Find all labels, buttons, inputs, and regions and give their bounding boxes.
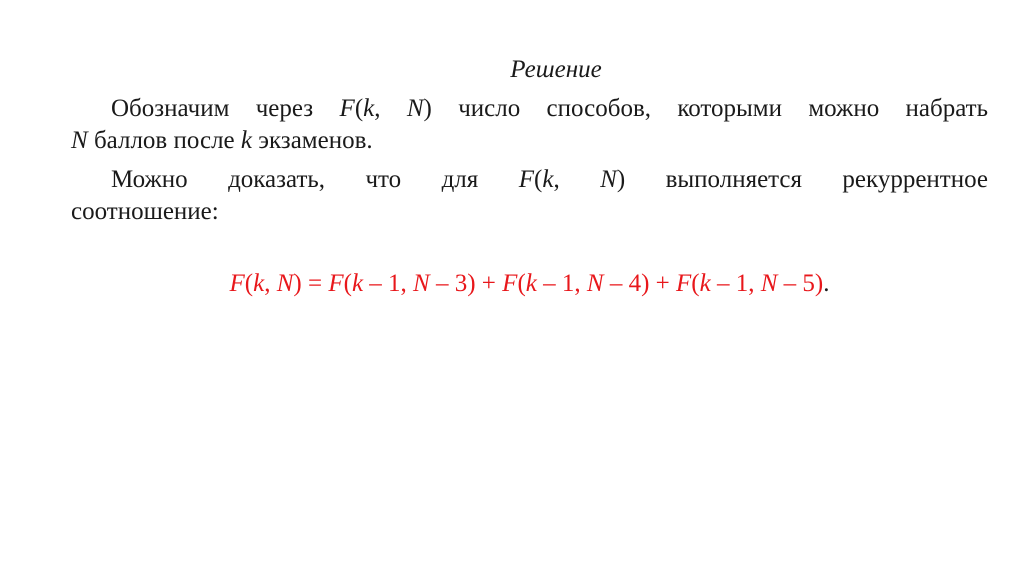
formula-fragment: ( — [343, 270, 352, 297]
variable-n: N — [71, 127, 88, 154]
formula-fragment: ( — [244, 270, 254, 297]
formula-fragment: – 1, — [363, 270, 414, 297]
text-fragment: , — [553, 166, 601, 193]
formula-fragment: – 4) + — [603, 270, 677, 297]
variable-n: N — [600, 166, 617, 193]
text-fragment: Можно доказать, что для — [111, 166, 519, 193]
formula-fragment: – 3) + — [429, 270, 503, 297]
variable-n: N — [760, 270, 778, 297]
formula-fragment: , — [264, 270, 277, 297]
paragraph-definition-line-1 — [71, 93, 988, 125]
recurrence-formula — [0, 268, 1024, 300]
solution-heading: Решение — [510, 56, 602, 83]
function-symbol: F — [339, 95, 355, 122]
text-fragment: Обозначим через — [111, 95, 340, 122]
function-symbol: F — [328, 270, 344, 297]
formula-fragment: – 1, — [710, 270, 761, 297]
paragraph-definition-line-2 — [71, 125, 988, 157]
variable-n: N — [586, 270, 604, 297]
variable-n: N — [413, 270, 430, 297]
text-fragment: ) число способов, которыми можно набрать — [423, 95, 989, 122]
text-fragment: экзаменов. — [252, 127, 373, 154]
text-fragment: ) выполняется рекуррентное — [616, 166, 988, 193]
formula-fragment: ) = — [293, 270, 329, 297]
text-fragment: ( — [534, 166, 543, 193]
formula-fragment: – 1, — [536, 270, 587, 297]
formula-fragment: ( — [691, 270, 700, 297]
variable-k: k — [363, 95, 375, 122]
variable-n: N — [276, 270, 294, 297]
paragraph-recurrence-intro — [71, 164, 988, 228]
variable-k: k — [253, 270, 265, 297]
text-fragment: ( — [354, 95, 364, 122]
paragraph-recurrence-line-1 — [71, 164, 988, 196]
paragraph-definition — [71, 93, 988, 157]
function-symbol: F — [676, 270, 692, 297]
formula-fragment: – 5) — [777, 270, 824, 297]
variable-n: N — [406, 95, 424, 122]
text-fragment: , — [374, 95, 407, 122]
paragraph-recurrence-line-2: соотношение: — [71, 198, 219, 225]
variable-k: k — [351, 270, 364, 297]
function-symbol: F — [229, 270, 245, 297]
formula-period: . — [823, 270, 830, 297]
function-symbol: F — [518, 166, 534, 193]
variable-k: k — [542, 166, 554, 193]
text-fragment: баллов после — [87, 127, 241, 154]
variable-k: k — [240, 127, 253, 154]
formula-fragment: ( — [517, 270, 526, 297]
variable-k: k — [699, 270, 711, 297]
function-symbol: F — [502, 270, 518, 297]
variable-k: k — [525, 270, 537, 297]
